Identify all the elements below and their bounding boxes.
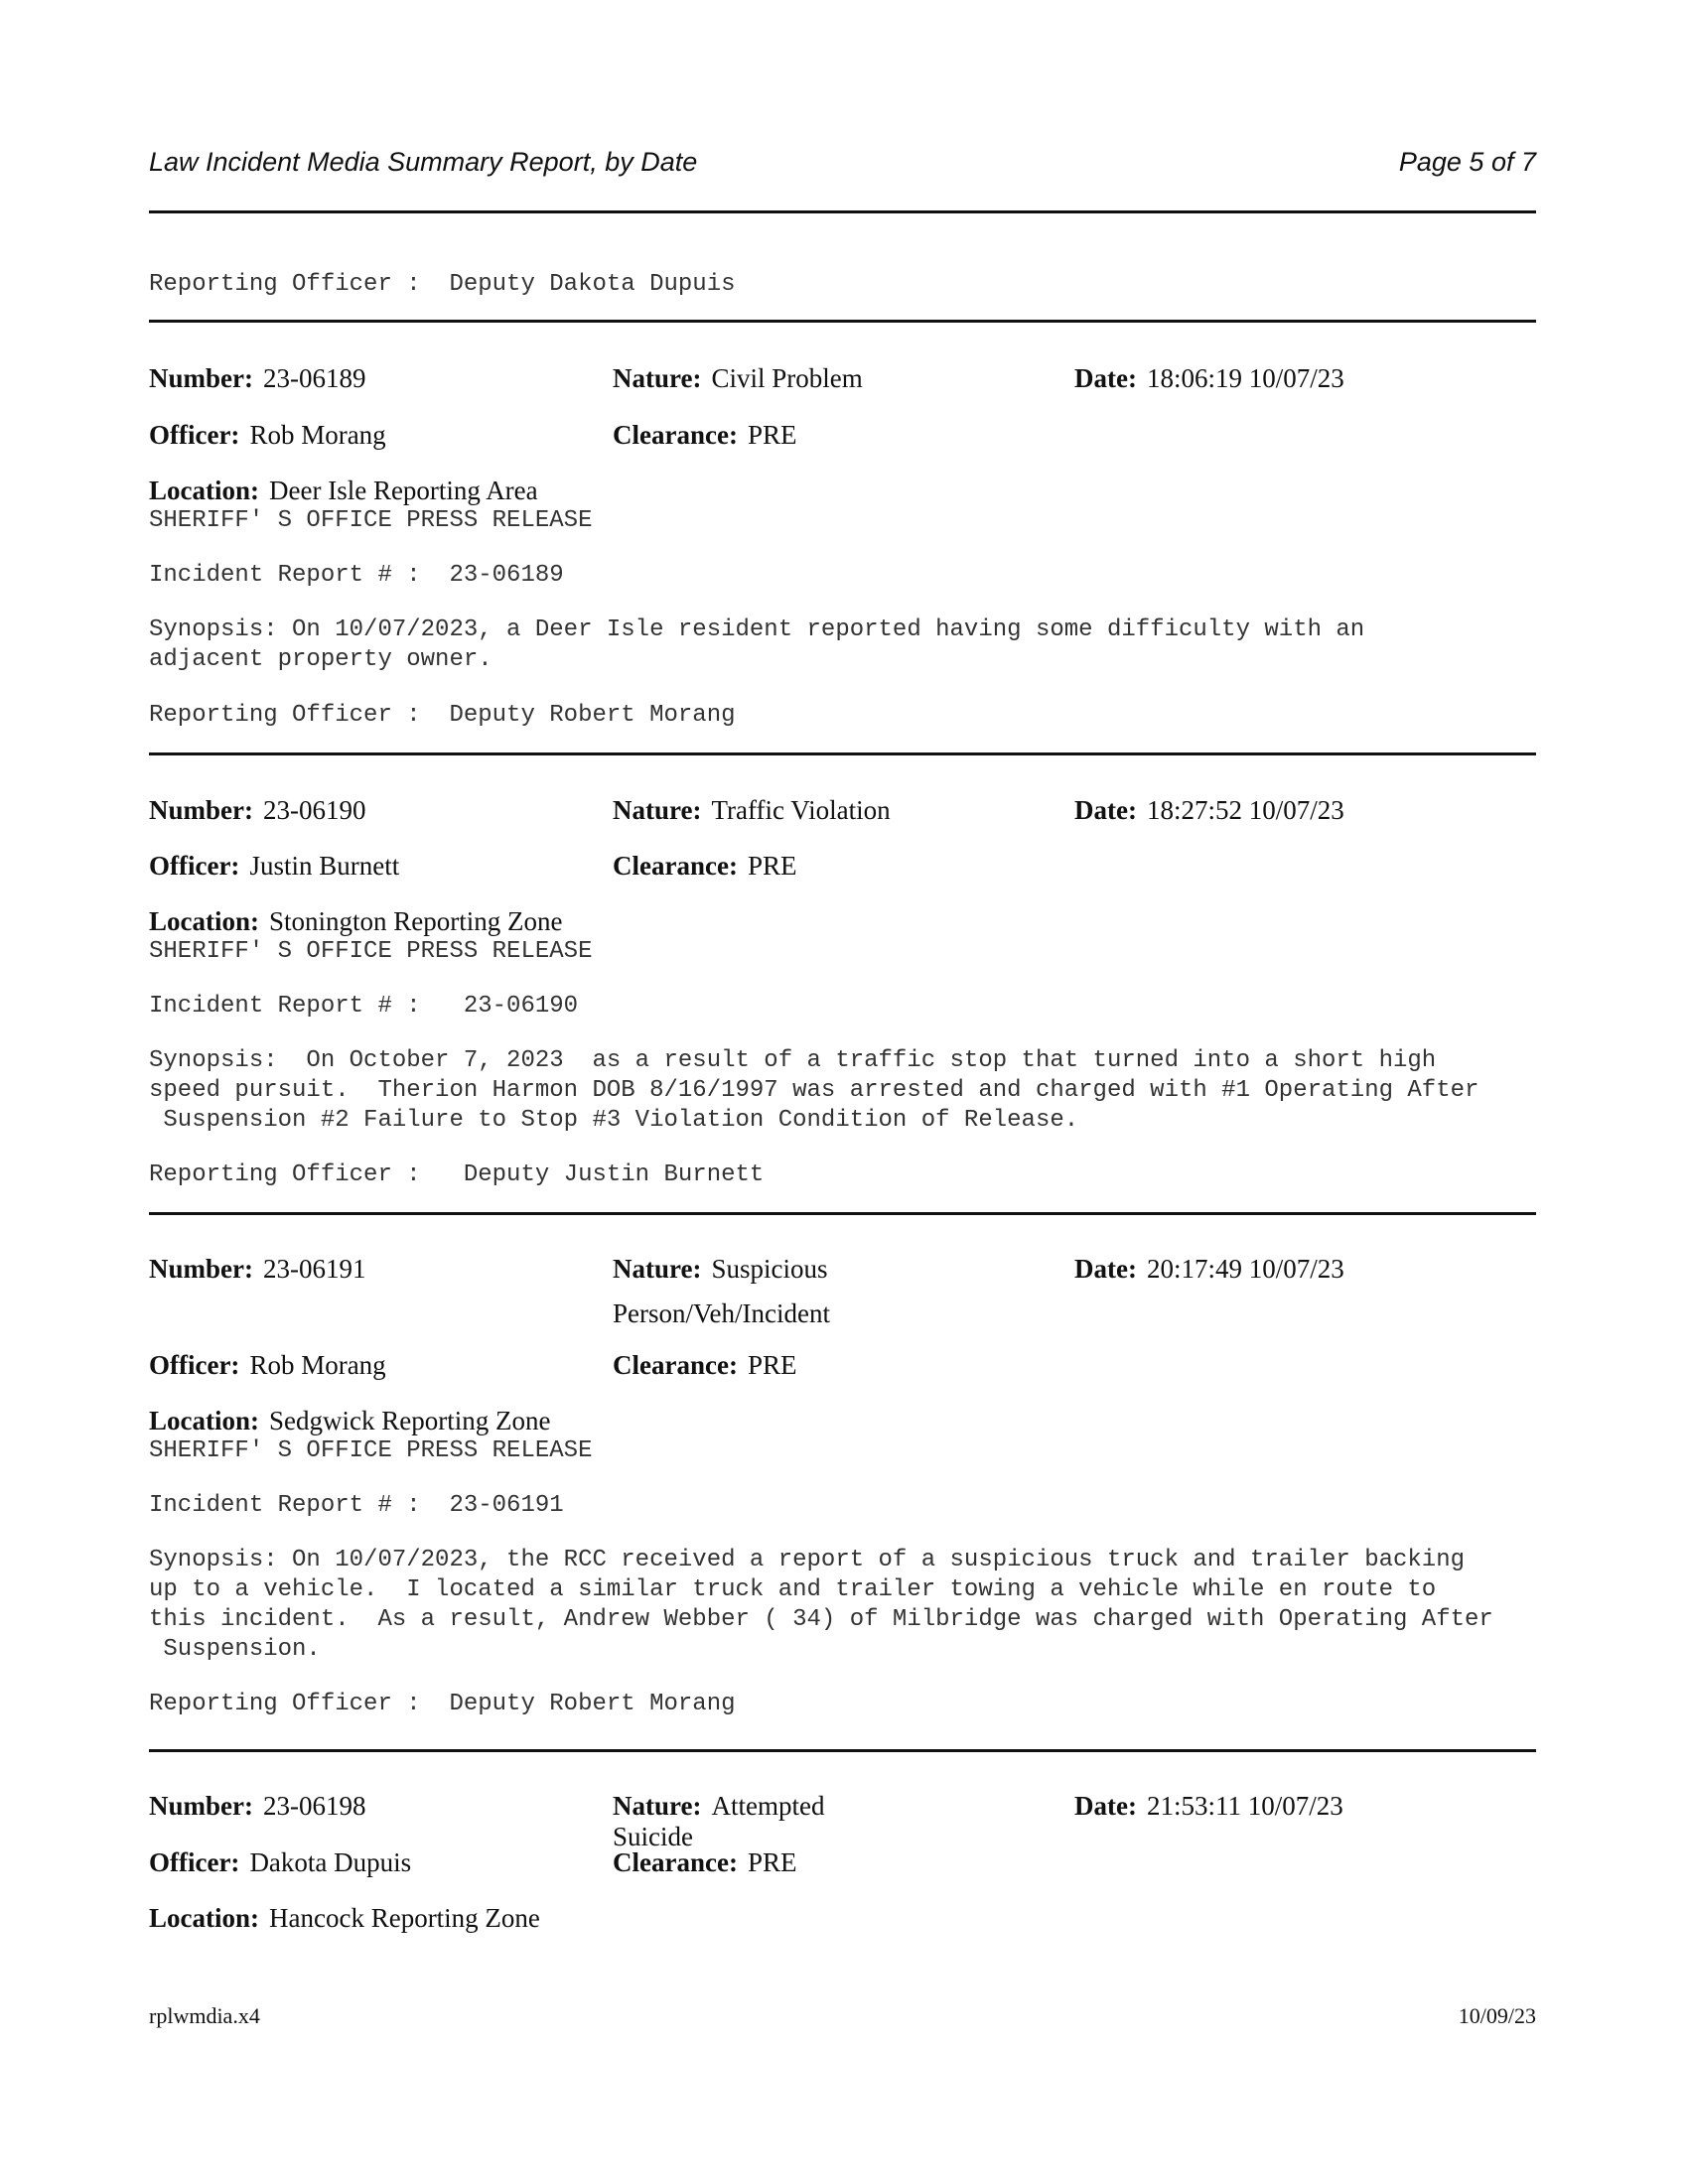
press-release-heading: SHERIFF' S OFFICE PRESS RELEASE (149, 1437, 593, 1464)
footer-date: 10/09/23 (1458, 2003, 1536, 2028)
press-release-heading: SHERIFF' S OFFICE PRESS RELEASE (149, 938, 593, 965)
nature-label: Nature: (613, 1254, 702, 1284)
footer-report-code: rplwmdia.x4 (149, 2003, 260, 2028)
incident-entry (149, 1783, 1536, 1962)
incident-entry (149, 355, 1536, 755)
incident-officer: Dakota Dupuis (249, 1847, 412, 1877)
officer-label: Officer: (149, 420, 240, 450)
incident-officer: Rob Morang (249, 1350, 386, 1380)
nature-label: Nature: (613, 1791, 702, 1821)
incident-date: 18:27:52 10/07/23 (1146, 795, 1344, 825)
page-header (149, 139, 1536, 213)
incident-location: Hancock Reporting Zone (269, 1903, 540, 1933)
incident-clearance: PRE (747, 851, 797, 881)
location-label: Location: (149, 1406, 259, 1435)
incident-number: 23-06189 (262, 363, 366, 393)
number-label: Number: (149, 363, 253, 393)
clearance-label: Clearance: (613, 851, 738, 881)
incident-report-number: Incident Report # : 23-06190 (149, 993, 579, 1020)
incident-clearance: PRE (747, 420, 797, 450)
incident-officer: Rob Morang (249, 420, 386, 450)
reporting-officer: Reporting Officer : Deputy Robert Morang (149, 1691, 736, 1717)
incident-officer: Justin Burnett (249, 851, 400, 881)
clearance-label: Clearance: (613, 1350, 738, 1380)
reporting-officer: Reporting Officer : Deputy Dakota Dupuis (149, 271, 736, 298)
officer-label: Officer: (149, 1847, 240, 1877)
number-label: Number: (149, 1254, 253, 1284)
incident-clearance: PRE (747, 1847, 797, 1877)
location-label: Location: (149, 1903, 259, 1933)
incident-report-number: Incident Report # : 23-06189 (149, 562, 564, 589)
incident-clearance: PRE (747, 1350, 797, 1380)
incident-entry (149, 787, 1536, 1215)
incident-date: 20:17:49 10/07/23 (1146, 1254, 1344, 1284)
previous-incident-tail (149, 270, 1536, 323)
incident-synopsis: Synopsis: On 10/07/2023, the RCC received a report of a suspicious truck and trailer backing up to a vehicle. I located a similar truck and trailer towing a vehicle while en route to this incident. As a result, Andrew Webber ( 34) of Milbridge was charged with Operating After Suspension. (149, 1547, 1493, 1663)
incident-nature: Traffic Violation (711, 795, 891, 825)
incident-report-number: Incident Report # : 23-06191 (149, 1492, 564, 1519)
page-number: Page 5 of 7 (1398, 147, 1536, 177)
incident-number: 23-06191 (262, 1254, 366, 1284)
clearance-label: Clearance: (613, 420, 738, 450)
incident-location: Deer Isle Reporting Area (269, 476, 538, 505)
incident-synopsis: Synopsis: On 10/07/2023, a Deer Isle resident reported having some difficulty with an adjacent property owner. (149, 616, 1365, 673)
incident-date: 18:06:19 10/07/23 (1146, 363, 1344, 393)
number-label: Number: (149, 795, 253, 825)
number-label: Number: (149, 1791, 253, 1821)
clearance-label: Clearance: (613, 1847, 738, 1877)
date-label: Date: (1074, 1791, 1137, 1821)
incident-entry (149, 1247, 1536, 1752)
date-label: Date: (1074, 363, 1137, 393)
location-label: Location: (149, 906, 259, 936)
incident-nature: Attempted Suicide (613, 1791, 825, 1851)
location-label: Location: (149, 476, 259, 505)
nature-label: Nature: (613, 795, 702, 825)
report-title: Law Incident Media Summary Report, by Date (149, 147, 698, 177)
incident-nature: Suspicious Person/Veh/Incident (613, 1254, 830, 1328)
officer-label: Officer: (149, 851, 240, 881)
date-label: Date: (1074, 795, 1137, 825)
incident-number: 23-06198 (262, 1791, 366, 1821)
nature-label: Nature: (613, 363, 702, 393)
incident-location: Sedgwick Reporting Zone (269, 1406, 551, 1435)
press-release-heading: SHERIFF' S OFFICE PRESS RELEASE (149, 507, 593, 534)
reporting-officer: Reporting Officer : Deputy Robert Morang (149, 702, 736, 729)
date-label: Date: (1074, 1254, 1137, 1284)
reporting-officer: Reporting Officer : Deputy Justin Burnett (149, 1161, 765, 1188)
officer-label: Officer: (149, 1350, 240, 1380)
incident-nature: Civil Problem (711, 363, 863, 393)
incident-number: 23-06190 (262, 795, 366, 825)
incident-date: 21:53:11 10/07/23 (1146, 1791, 1343, 1821)
incident-location: Stonington Reporting Zone (269, 906, 563, 936)
incident-synopsis: Synopsis: On October 7, 2023 as a result of a traffic stop that turned into a short high speed pursuit. Therion Harmon DOB 8/16/1997 was arrested and charged with #1 Operating After Suspension #2 Failure to Stop #3 Violation Condition of Release. (149, 1047, 1479, 1134)
